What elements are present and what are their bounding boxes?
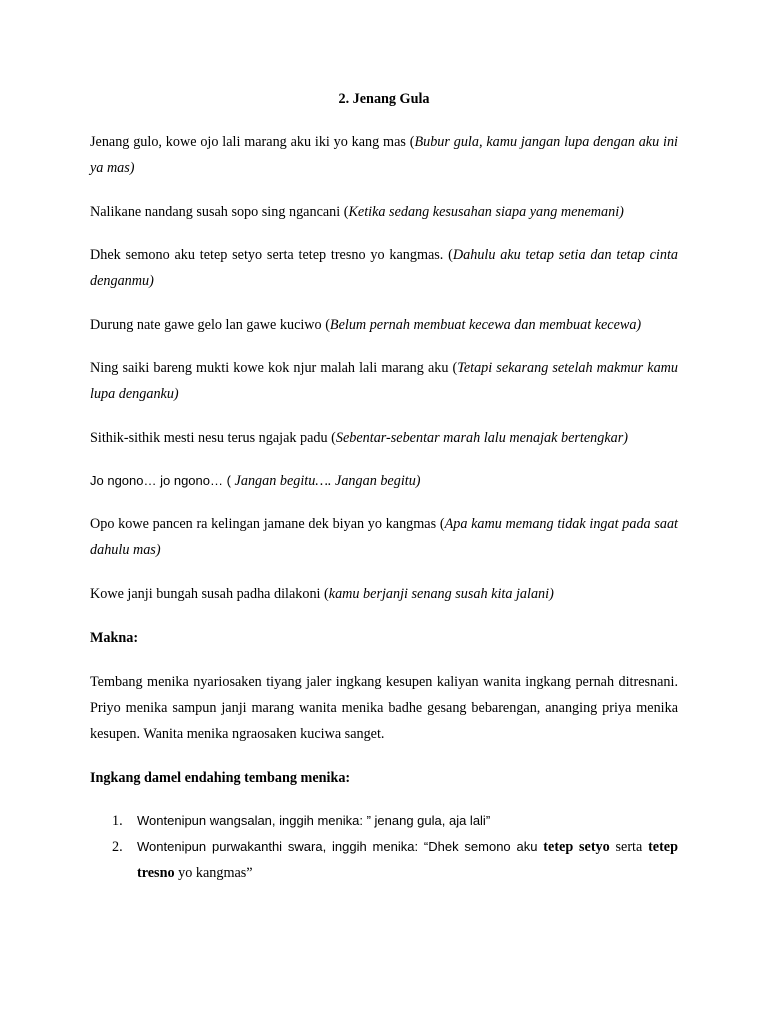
makna-heading: Makna: — [90, 630, 139, 646]
page-title: 2. Jenang Gula — [338, 91, 430, 107]
translation-text: Ketika sedang kesusahan siapa yang menemani) — [348, 204, 624, 220]
translation-text: Dahulu aku tetap setia dan tetap cinta denganmu) — [90, 247, 678, 289]
lyric-line — [90, 199, 678, 225]
javanese-text: Durung nate gawe gelo lan gawe kuciwo ( — [90, 317, 330, 333]
lyric-line — [90, 468, 678, 494]
translation-text: Jangan begitu…. Jangan begitu) — [234, 473, 421, 489]
list-text: yo kangmas” — [174, 865, 253, 881]
translation-text: Sebentar-sebentar marah lalu menajak bertengkar) — [335, 430, 628, 446]
list-number: 1. — [112, 813, 123, 829]
javanese-text: Ning saiki bareng mukti kowe kok njur malah lali marang aku ( — [90, 360, 458, 376]
lyric-line — [90, 242, 678, 294]
makna-paragraph: Tembang menika nyariosaken tiyang jaler ingkang kesupen kaliyan wanita ingkang pernah ditresnani. Priyo menika sampun janji marang wanita menika badhe gesang bebarengan, ananging priya menika kesupen. Wanita menika ngraosaken kuciwa sanget. — [90, 674, 678, 742]
javanese-text: Dhek semono aku tetep setyo serta tetep tresno yo kangmas. ( — [90, 247, 453, 263]
javanese-text: Nalikane nandang susah sopo sing ngancani ( — [90, 204, 349, 220]
lyric-line — [90, 355, 678, 407]
list-item — [90, 834, 678, 886]
list-item — [90, 808, 678, 834]
javanese-text: Sithik-sithik mesti nesu terus ngajak padu ( — [90, 430, 336, 446]
bold-phrase: tetep setyo — [543, 839, 610, 855]
javanese-text: Kowe janji bungah susah padha dilakoni ( — [90, 586, 329, 602]
lyric-line — [90, 129, 678, 181]
feature-list — [90, 808, 678, 886]
lyric-line — [90, 312, 678, 338]
javanese-text: Jenang gulo, kowe ojo lali marang aku iki yo kang mas ( — [90, 134, 415, 150]
translation-text: kamu berjanji senang susah kita jalani) — [328, 586, 554, 602]
list-text: Wontenipun purwakanthi swara, inggih menika: “Dhek semono aku — [137, 839, 544, 854]
lyric-line — [90, 581, 678, 607]
list-number: 2. — [112, 839, 123, 855]
javanese-text: Jo ngono… jo ngono… ( — [90, 473, 235, 488]
translation-text: Belum pernah membuat kecewa dan membuat kecewa) — [329, 317, 642, 333]
list-text: Wontenipun wangsalan, inggih menika: ” jenang gula, aja lali” — [137, 813, 491, 828]
lyric-line — [90, 511, 678, 563]
bold-phrase: tetep tresno — [137, 839, 678, 881]
javanese-text: Opo kowe pancen ra kelingan jamane dek biyan yo kangmas ( — [90, 516, 445, 532]
endah-heading: Ingkang damel endahing tembang menika: — [90, 770, 351, 786]
translation-text: Apa kamu memang tidak ingat pada saat dahulu mas) — [90, 516, 678, 558]
translation-text: Tetapi sekarang setelah makmur kamu lupa denganku) — [90, 360, 679, 402]
list-text: serta — [609, 839, 649, 855]
lyric-line — [90, 425, 678, 451]
translation-text: Bubur gula, kamu jangan lupa dengan aku ini ya mas) — [90, 134, 678, 176]
